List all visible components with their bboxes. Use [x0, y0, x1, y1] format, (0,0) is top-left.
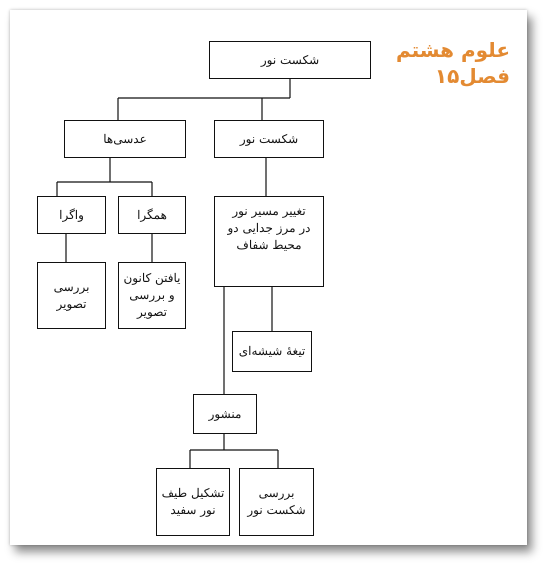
node-path-change: تغییر مسیر نور در مرز جدایی دو محیط شفاف — [214, 196, 324, 287]
node-prism-refraction: بررسی شکست نور — [239, 468, 314, 536]
node-converging-focus: یافتن کانون و بررسی تصویر — [118, 262, 186, 329]
node-glass-slab: تیغهٔ شیشه‌ای — [232, 331, 312, 372]
diagram-title — [390, 37, 510, 89]
node-converging: همگرا — [118, 196, 186, 234]
node-prism: منشور — [193, 394, 257, 434]
node-refraction: شکست نور — [214, 120, 324, 158]
node-diverging: واگرا — [37, 196, 106, 234]
title-line-2: فصل۱۵ — [434, 64, 510, 88]
node-root: شکست نور — [209, 41, 371, 79]
title-line-1: علوم هشتم — [395, 38, 510, 62]
node-white-light: تشکیل طیف نور سفید — [156, 468, 230, 536]
diagram-frame — [10, 10, 527, 545]
node-lenses: عدسی‌ها — [64, 120, 186, 158]
node-diverging-image: بررسی تصویر — [37, 262, 106, 329]
